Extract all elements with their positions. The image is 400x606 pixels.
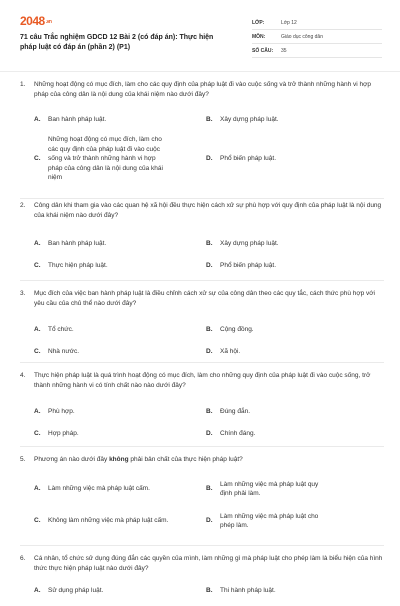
option-letter: B. xyxy=(206,485,213,493)
question-number: 1. xyxy=(20,81,26,88)
option-letter: A. xyxy=(34,116,41,124)
option-letter: D. xyxy=(206,348,213,356)
page-header xyxy=(20,14,382,62)
option-letter: A. xyxy=(34,587,41,595)
question-number: 3. xyxy=(20,290,26,297)
meta-key: MÔN: xyxy=(252,33,266,40)
option-text: Làm những việc mà pháp luật cho phép làm. xyxy=(220,512,319,529)
option-letter: C. xyxy=(34,348,41,356)
option-letter: A. xyxy=(34,326,41,334)
option-text: Phổ biến pháp luật. xyxy=(220,155,277,163)
option-letter: B. xyxy=(206,326,213,334)
option-text: Cộng đồng. xyxy=(220,326,254,334)
logo-suffix: .vn xyxy=(45,18,52,25)
meta-value: 35 xyxy=(281,47,287,54)
option-text: Nhà nước. xyxy=(48,348,80,356)
question-number: 4. xyxy=(20,372,26,379)
meta-info xyxy=(252,16,382,58)
option-b[interactable] xyxy=(206,401,386,423)
option-letter: C. xyxy=(34,155,41,163)
question-text xyxy=(20,80,384,100)
site-logo[interactable] xyxy=(20,14,51,28)
question-2 xyxy=(20,199,384,281)
option-d[interactable] xyxy=(206,134,386,184)
option-d[interactable] xyxy=(206,505,386,537)
option-text: Xây dựng pháp luật. xyxy=(220,116,279,124)
question-number: 2. xyxy=(20,202,26,209)
option-b[interactable] xyxy=(206,114,386,126)
page-title: 71 câu Trắc nghiệm GDCD 12 Bài 2 (có đáp án): Thực hiện pháp luật có đáp án (phần 2) (P1) xyxy=(20,34,214,51)
option-letter: A. xyxy=(34,408,41,416)
option-d[interactable] xyxy=(206,341,386,363)
option-a[interactable] xyxy=(34,233,206,255)
question-body: Cá nhân, tổ chức sử dụng đúng đắn các quyền của mình, làm những gì mà pháp luật cho phép làm là biểu hiện của hình thức thực hiện pháp luật nào dưới đây? xyxy=(34,555,383,572)
header-divider xyxy=(0,71,400,72)
meta-row-subject xyxy=(252,30,382,44)
option-c[interactable] xyxy=(34,134,206,184)
question-list xyxy=(20,80,384,606)
option-b[interactable] xyxy=(206,319,386,341)
option-text: Làm những việc mà pháp luật quy định phải làm. xyxy=(220,480,319,497)
option-c[interactable] xyxy=(34,255,206,277)
option-text: Chính đáng. xyxy=(220,430,256,438)
option-text: Xây dựng pháp luật. xyxy=(220,240,279,248)
option-letter: D. xyxy=(206,262,213,270)
option-c[interactable] xyxy=(34,423,206,445)
option-c[interactable] xyxy=(34,341,206,363)
option-b[interactable] xyxy=(206,473,386,505)
option-text: Phù hợp. xyxy=(48,408,75,416)
question-text xyxy=(20,201,384,221)
option-text: Làm những việc mà pháp luật cấm. xyxy=(48,485,150,493)
option-letter: B. xyxy=(206,587,213,595)
option-text: Ban hành pháp luật. xyxy=(48,116,107,124)
option-text: Không làm những việc mà pháp luật cấm. xyxy=(48,517,169,525)
option-letter: B. xyxy=(206,116,213,124)
question-1 xyxy=(20,80,384,199)
option-a[interactable] xyxy=(34,473,206,505)
meta-key: LỚP: xyxy=(252,19,265,26)
options xyxy=(34,473,384,537)
option-text: Thực hiện pháp luật. xyxy=(48,262,108,270)
question-body: Mục đích của việc ban hành pháp luật là điều chỉnh cách xử sự của công dân theo các quy tắc, cách thức phù hợp với yêu cầu của chủ thể nào dưới đây? xyxy=(34,290,376,307)
option-letter: A. xyxy=(34,485,41,493)
option-a[interactable] xyxy=(34,584,206,598)
question-5 xyxy=(20,447,384,546)
option-letter: B. xyxy=(206,408,213,416)
question-text xyxy=(20,455,384,465)
question-body-end: phải bản chất của thực hiện pháp luật? xyxy=(128,456,243,463)
option-b[interactable] xyxy=(206,233,386,255)
option-c[interactable] xyxy=(34,505,206,537)
meta-row-class xyxy=(252,16,382,30)
option-text: Những hoạt động có mục đích, làm cho các quy định của pháp luật đi vào cuộc sống và trở thành những hành vi hợp pháp của công dân là nội dung của khái niệm xyxy=(48,136,163,182)
option-text: Hợp pháp. xyxy=(48,430,79,438)
option-letter: B. xyxy=(206,240,213,248)
option-letter: D. xyxy=(206,155,213,163)
question-body-start: Phương án nào dưới đây xyxy=(34,456,110,463)
option-text: Đúng đắn. xyxy=(220,408,250,416)
option-letter: C. xyxy=(34,262,41,270)
meta-key: SỐ CÂU: xyxy=(252,47,274,54)
option-d[interactable] xyxy=(206,423,386,445)
question-number: 6. xyxy=(20,555,26,562)
option-text: Sử dụng pháp luật. xyxy=(48,587,104,595)
meta-value: Lớp 12 xyxy=(281,19,297,26)
question-body: Công dân khi tham gia vào các quan hệ xã hội đều thực hiện cách xử sự phù hợp với quy định của pháp luật là nội dung của khái niệm nào dưới đây? xyxy=(34,202,382,219)
option-letter: C. xyxy=(34,430,41,438)
options xyxy=(34,114,384,184)
option-a[interactable] xyxy=(34,319,206,341)
option-b[interactable] xyxy=(206,584,386,598)
options xyxy=(34,233,384,277)
options xyxy=(34,401,384,445)
option-text: Tổ chức. xyxy=(48,326,74,334)
meta-row-count xyxy=(252,44,382,58)
option-d[interactable] xyxy=(206,255,386,277)
question-text xyxy=(20,289,384,309)
option-letter: D. xyxy=(206,430,213,438)
question-6 xyxy=(20,546,384,606)
option-a[interactable] xyxy=(34,401,206,423)
question-3 xyxy=(20,281,384,363)
question-body xyxy=(34,455,384,465)
option-text: Phổ biến pháp luật. xyxy=(220,262,277,270)
meta-value: Giáo dục công dân xyxy=(281,33,323,40)
options xyxy=(34,584,384,598)
question-text xyxy=(20,554,384,574)
question-emphasis: không xyxy=(109,456,129,463)
question-body: Thực hiện pháp luật là quá trình hoạt động có mục đích, làm cho những quy định của pháp luật đi vào cuộc sống, trở thành những hành vi có tính chất nào nào dưới đây? xyxy=(34,372,371,389)
question-text xyxy=(20,371,384,391)
question-4 xyxy=(20,363,384,447)
options xyxy=(34,319,384,363)
logo-main: 2048 xyxy=(20,14,45,28)
option-text: Xã hội. xyxy=(220,348,241,356)
option-letter: A. xyxy=(34,240,41,248)
question-number: 5. xyxy=(20,456,26,463)
question-body: Những hoạt động có mục đích, làm cho các quy định của pháp luật đi vào cuộc sống và trở thành những hành vi hợp pháp của công dân là nội dung của khái niệm nào dưới đây? xyxy=(34,81,372,98)
option-letter: C. xyxy=(34,517,41,525)
option-text: Thi hành pháp luật. xyxy=(220,587,276,595)
option-text: Ban hành pháp luật. xyxy=(48,240,107,248)
option-letter: D. xyxy=(206,517,213,525)
option-a[interactable] xyxy=(34,114,206,126)
